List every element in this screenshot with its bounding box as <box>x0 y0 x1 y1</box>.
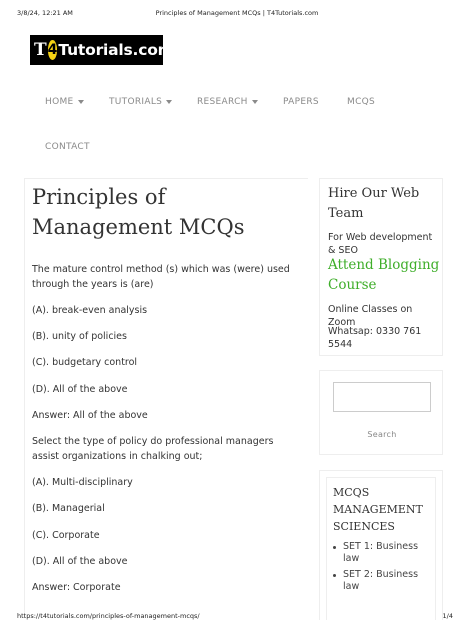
sidebar-hire-subtitle: For Web development & SEO <box>328 232 433 256</box>
nav-label-mcqs: MCQS <box>347 97 376 107</box>
sidebar-mcqs-list <box>333 541 433 597</box>
print-page-title: Principles of Management MCQs | T4Tutorials.com <box>155 9 319 17</box>
nav-label-contact: CONTACT <box>45 142 90 152</box>
nav-item-mcqs[interactable] <box>347 97 375 107</box>
nav-label-papers: PAPERS <box>283 97 319 107</box>
chevron-down-icon <box>252 100 258 104</box>
question-2-text: Select the type of policy do professional managers assist organizations in chalking out; <box>32 436 274 462</box>
question-2-option-b: (B). Managerial <box>32 503 105 514</box>
question-1-text: The mature control method (s) which was (were) used through the years is (are) <box>32 264 290 290</box>
sidebar-mcqs-title: MCQS MANAGEMENT SCIENCES <box>333 486 423 533</box>
logo-letter-t: T <box>34 40 47 60</box>
sidebar-hire-title: Hire Our Web Team <box>328 186 420 221</box>
question-2-option-a: (A). Multi-disciplinary <box>32 477 133 488</box>
attend-blogging-course-link[interactable]: Attend Blogging Course <box>328 257 440 293</box>
nav-item-home[interactable] <box>45 97 84 107</box>
nav-item-tutorials[interactable] <box>109 97 172 107</box>
search-button[interactable]: Search <box>333 427 431 441</box>
nav-label-home: HOME <box>45 97 74 107</box>
sidebar-online-classes: Online Classes on Zoom <box>328 304 413 328</box>
main-content-box <box>24 178 308 618</box>
sidebar-mcqs-item-set-1[interactable]: SET 1: Business law <box>333 541 433 565</box>
question-2-option-c: (C). Corporate <box>32 530 100 541</box>
question-1-option-d: (D). All of the above <box>32 384 128 395</box>
print-header <box>0 9 474 21</box>
logo-four-circle: 4 <box>47 42 58 58</box>
print-page-number: 1/4 <box>442 612 453 620</box>
nav-label-research: RESEARCH <box>197 97 248 107</box>
site-logo[interactable] <box>30 35 174 65</box>
question-1-option-b: (B). unity of policies <box>32 331 127 342</box>
logo-wordmark: Tutorials.com <box>58 41 174 59</box>
question-2-answer: Answer: Corporate <box>32 582 121 593</box>
print-datetime: 3/8/24, 12:21 AM <box>17 9 73 17</box>
question-1-option-a: (A). break-even analysis <box>32 305 148 316</box>
nav-item-research[interactable] <box>197 97 258 107</box>
chevron-down-icon <box>78 100 84 104</box>
nav-item-papers[interactable] <box>283 97 319 107</box>
question-1-option-c: (C). budgetary control <box>32 357 138 368</box>
sidebar-mcqs-item-set-2[interactable]: SET 2: Business law <box>333 569 433 593</box>
chevron-down-icon <box>166 100 172 104</box>
sidebar-whatsapp: Whatsap: 0330 761 5544 <box>328 326 422 350</box>
page-title: Principles of Management MCQs <box>32 185 245 239</box>
nav-label-tutorials: TUTORIALS <box>109 97 163 107</box>
question-2-option-d: (D). All of the above <box>32 556 128 567</box>
print-page-url: https://t4tutorials.com/principles-of-management-mcqs/ <box>17 612 200 620</box>
question-1-answer: Answer: All of the above <box>32 410 148 421</box>
nav-item-contact[interactable] <box>45 142 90 152</box>
search-input[interactable] <box>333 382 431 412</box>
